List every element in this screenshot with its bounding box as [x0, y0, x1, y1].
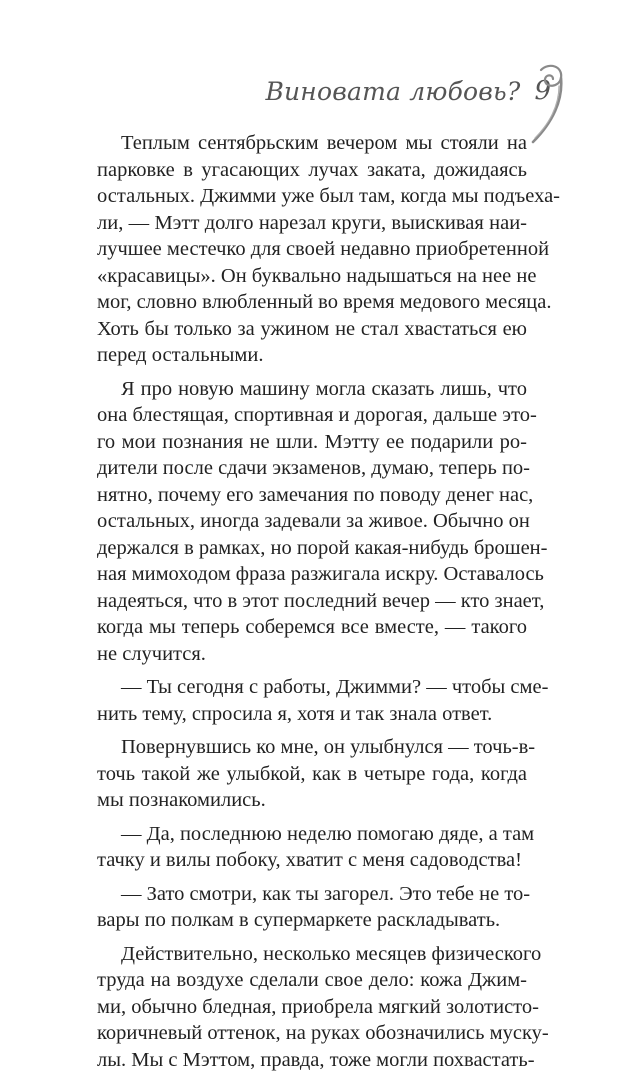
- paragraph: [97, 821, 535, 874]
- text-line: Я про новую машину могла сказать лишь, что: [121, 377, 527, 400]
- text-line: перед остальными.: [97, 344, 264, 366]
- text-line: вары по полкам в супермаркете раскладывать.: [97, 909, 501, 931]
- text-line: ли, — Мэтт долго нарезал круги, выискивая наи-: [97, 211, 527, 234]
- paragraph: [97, 130, 560, 369]
- text-line: когда мы теперь соберемся все вместе, — такого: [97, 616, 527, 638]
- text-line: Хоть бы только за ужином не стал хвастаться ею: [97, 317, 527, 340]
- text-line: остальных. Джимми уже был там, когда мы подъеха-: [97, 185, 560, 207]
- text-line: — Ты сегодня с работы, Джимми? — чтобы сме-: [121, 676, 549, 698]
- text-line: ми, обычно бледная, приобрела мягкий золотисто-: [97, 995, 539, 1018]
- running-title: Виновата любовь?: [265, 77, 521, 106]
- text-line: Действительно, несколько месяцев физического: [121, 942, 542, 965]
- text-line: труда на воздухе сделали свое дело: кожа Джим-: [97, 969, 527, 991]
- text-line: надеяться, что в этот последний вечер — кто знает,: [97, 589, 545, 612]
- text-line: тачку и вилы побоку, хватит с меня садоводства!: [97, 849, 522, 871]
- text-line: Теплым сентябрьским вечером мы стояли на: [121, 132, 527, 154]
- text-line: «красавицы». Он буквально надышаться на нее не: [97, 264, 537, 287]
- text-line: нятно, почему его замечания по поводу денег нас,: [97, 483, 534, 506]
- paragraph: [97, 881, 531, 934]
- text-line: Повернувшись ко мне, он улыбнулся — точь-в-: [121, 736, 536, 758]
- text-line: го мои познания не шли. Мэтту ее подарили ро-: [97, 430, 527, 453]
- text-line: мы познакомились.: [97, 789, 266, 811]
- text-line: ная мимоходом фраза разжигала искру. Оставалось: [97, 563, 544, 585]
- text-line: лучшее местечко для своей недавно приобретенной: [97, 238, 550, 260]
- page-number: 9: [534, 76, 551, 106]
- text-line: — Зато смотри, как ты загорел. Это тебе не то-: [121, 882, 531, 905]
- text-line: лы. Мы с Мэттом, правда, тоже могли похвастать-: [97, 1048, 535, 1071]
- body-text: [97, 130, 560, 1080]
- text-line: не случится.: [97, 642, 206, 665]
- paragraph: [97, 674, 549, 727]
- text-line: дители после сдачи экзаменов, думаю, теперь по-: [97, 457, 530, 479]
- text-line: мог, словно влюбленный во время медового месяца.: [97, 291, 552, 313]
- text-line: коричневый оттенок, на руках обозначились муску-: [97, 1022, 549, 1044]
- paragraph: [97, 941, 549, 1074]
- paragraph: [97, 376, 548, 668]
- text-line: — Да, последнюю неделю помогаю дяде, а там: [121, 822, 535, 845]
- text-line: остальных, иногда задевали за живое. Обычно он: [97, 510, 530, 532]
- page-header: [265, 78, 551, 104]
- text-line: нить тему, спросила я, хотя и так знала ответ.: [97, 702, 493, 725]
- paragraph: [97, 734, 536, 814]
- text-line: она блестящая, спортивная и дорогая, дальше это-: [97, 404, 537, 426]
- text-line: парковке в угасающих лучах заката, дожидаясь: [97, 158, 527, 181]
- text-line: держался в рамках, но порой какая-нибудь брошен-: [97, 536, 548, 559]
- text-line: точь такой же улыбкой, как в четыре года, когда: [97, 762, 527, 785]
